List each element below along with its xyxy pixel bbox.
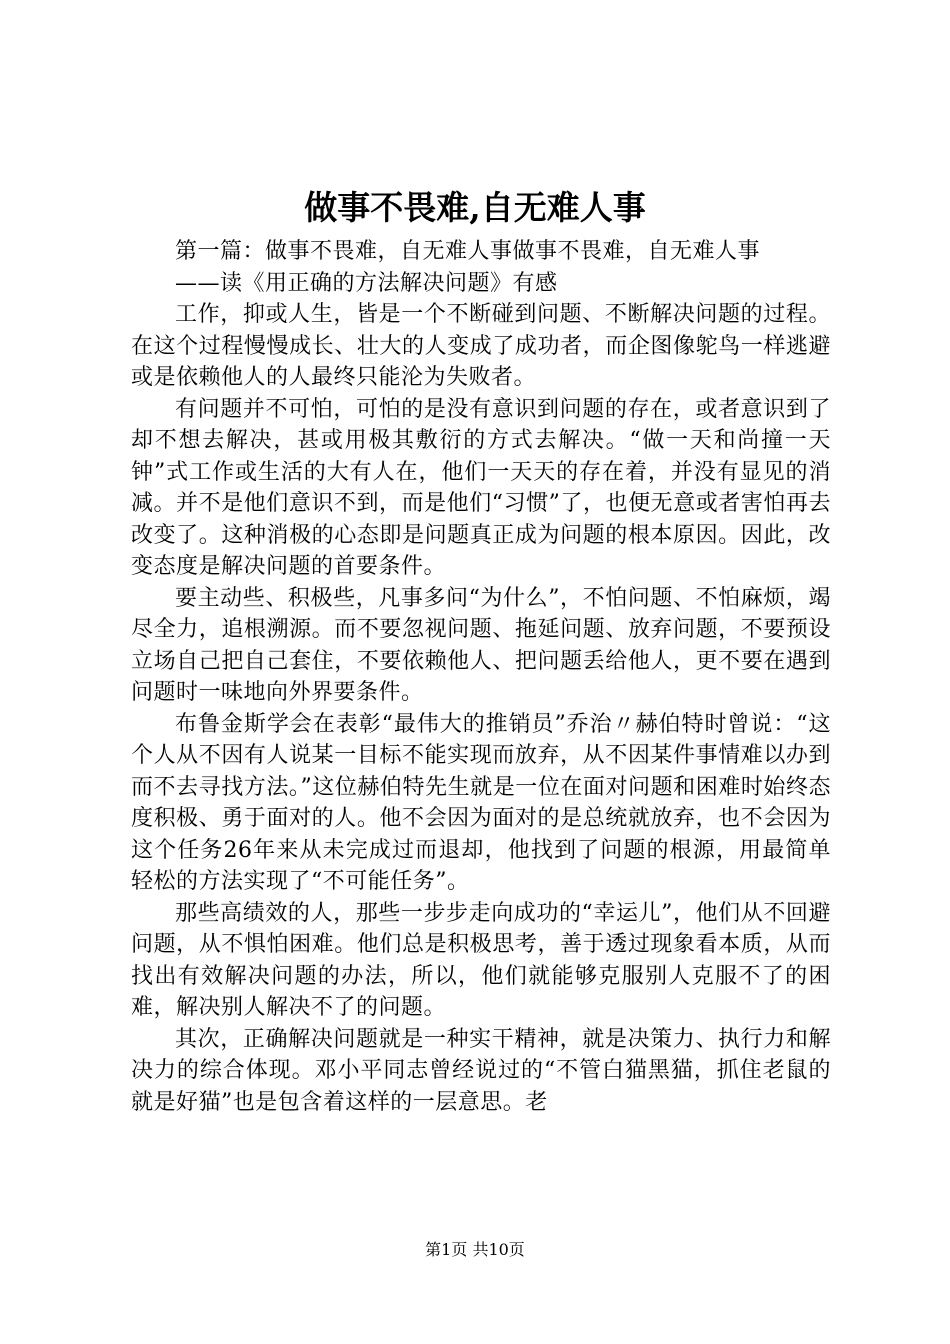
document-body	[131, 236, 831, 1118]
paragraph: 要主动些、积极些，凡事多问“为什么”，不怕问题、不怕麻烦，竭尽全力，追根溯源。而不要忽视问题、拖延问题、放弃问题，不要预设立场自己把自己套住，不要依赖他人、把问题丢给他人，更不要在遇到问题时一味地向外界要条件。	[131, 585, 831, 705]
page-number-footer: 第1页 共10页	[425, 1240, 525, 1259]
paragraph: 其次，正确解决问题就是一种实干精神，就是决策力、执行力和解决力的综合体现。邓小平同志曾经说过的“不管白猫黑猫，抓住老鼠的就是好猫”也是包含着这样的一层意思。老	[131, 1026, 831, 1115]
paragraph: 有问题并不可怕，可怕的是没有意识到问题的存在，或者意识到了却不想去解决，甚或用极其敷衍的方式去解决。“做一天和尚撞一天钟”式工作或生活的大有人在，他们一天天的存在着，并没有显见的消减。并不是他们意识不到，而是他们“习惯”了，也便无意或者害怕再去改变了。这种消极的心态即是问题真正成为问题的根本原因。因此，改变态度是解决问题的首要条件。	[131, 396, 831, 579]
paragraph: 第一篇：做事不畏难，自无难人事做事不畏难，自无难人事	[175, 239, 761, 264]
document-title: 做事不畏难,自无难人事	[304, 188, 646, 227]
paragraph: 布鲁金斯学会在表彰“最伟大的推销员”乔治〃赫伯特时曾说：“这个人从不因有人说某一目标不能实现而放弃，从不因某件事情难以办到而不去寻找方法。”这位赫伯特先生就是一位在面对问题和困难时始终态度积极、勇于面对的人。他不会因为面对的是总统就放弃，也不会因为这个任务26年来从未完成过而退却，他找到了问题的根源，用最简单轻松的方法实现了“不可能任务”。	[131, 711, 831, 894]
paragraph: ——读《用正确的方法解决问题》有感	[175, 270, 558, 296]
paragraph: 工作，抑或人生，皆是一个不断碰到问题、不断解决问题的过程。在这个过程慢慢成长、壮大的人变成了成功者，而企图像鸵鸟一样逃避或是依赖他人的人最终只能沦为失败者。	[131, 302, 831, 390]
paragraph: 那些高绩效的人，那些一步步走向成功的“幸运儿”，他们从不回避问题，从不惧怕困难。他们总是积极思考，善于透过现象看本质，从而找出有效解决问题的办法，所以，他们就能够克服别人克服不了的困难，解决别人解决不了的问题。	[131, 900, 831, 1020]
